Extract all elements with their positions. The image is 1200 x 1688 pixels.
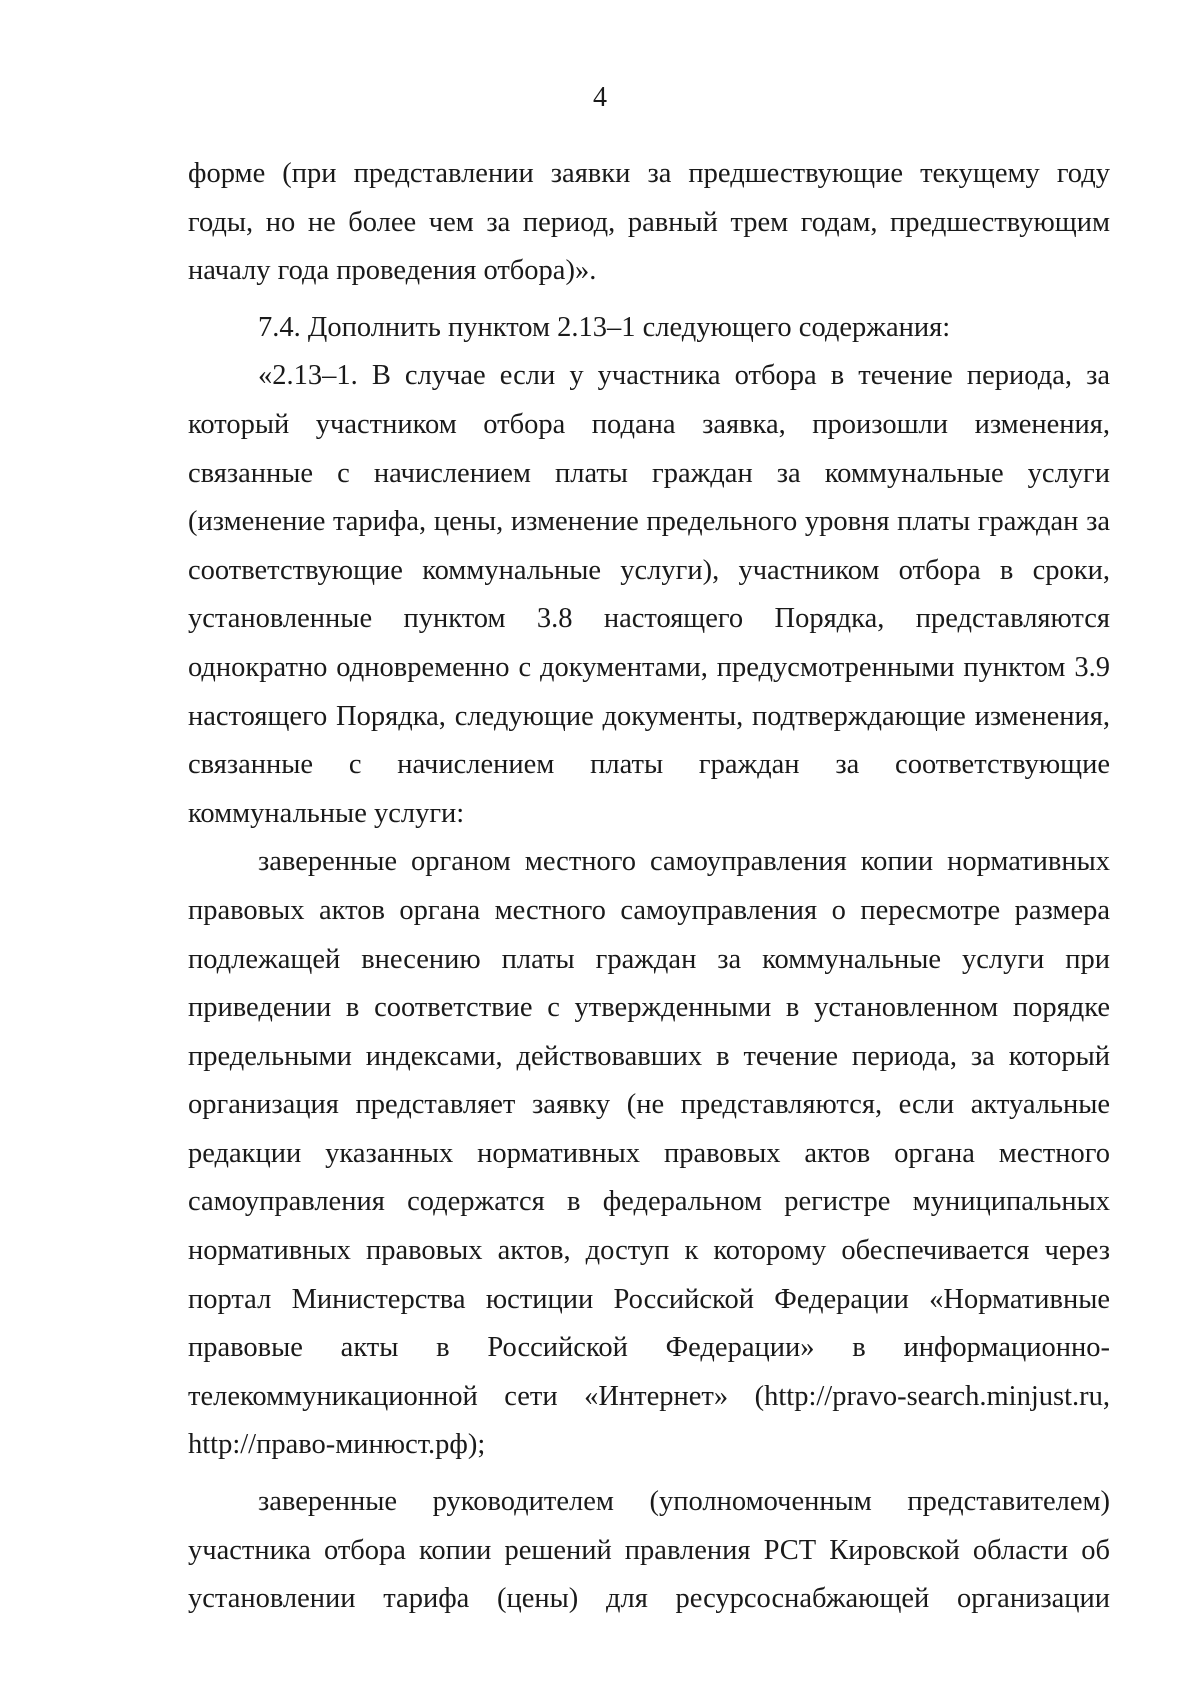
paragraph-clause-2-13-1: «2.13–1. В случае если у участника отбора в течение периода, за который участником отбора подана заявка, произошли изменения, связанные с начислением платы граждан за коммунальные услуги (изменение тарифа, цены, изменение предельного уровня платы граждан за соответствующие коммунальные услуги), участником отбора в сроки, установленные пунктом 3.8 настоящего Порядка, представляются однократно одновременно с документами, предусмотренными пунктом 3.9 настоящего Порядка, следующие документы, подтверждающие изменения, связанные с начислением платы граждан за соответствующие коммунальные услуги:: [188, 360, 1110, 829]
page-number: 4: [593, 82, 607, 113]
paragraph-continuation: форме (при представлении заявки за предшествующие текущему году годы, но не более чем за период, равный трем годам, предшествующим началу года проведения отбора)».: [188, 158, 1110, 287]
paragraph-certified-copies-local: заверенные органом местного самоуправления копии нормативных правовых актов органа местного самоуправления о пересмотре размера подлежащей внесению платы граждан за коммунальные услуги при приведении в соответствие с утвержденными в установленном порядке предельными индексами, действовавших в течение периода, за который организация представляет заявку (не представляются, если актуальные редакции указанных нормативных правовых актов органа местного самоуправления содержатся в федеральном регистре муниципальных нормативных правовых актов, доступ к которому обеспечивается через портал Министерства юстиции Российской Федерации «Нормативные правовые акты в Российской Федерации» в информационно-телекоммуникационной сети «Интернет» (http://pravo-search.minjust.ru, http://право-минюст.рф);: [188, 846, 1110, 1461]
paragraph-certified-copies-rst: заверенные руководителем (уполномоченным представителем) участника отбора копии решений правления РСТ Кировской области об установлении тарифа (цены) для ресурсоснабжающей организации: [188, 1486, 1110, 1615]
paragraph-amendment-7-4: 7.4. Дополнить пунктом 2.13–1 следующего содержания:: [258, 311, 951, 343]
document-body: [188, 150, 1110, 1624]
